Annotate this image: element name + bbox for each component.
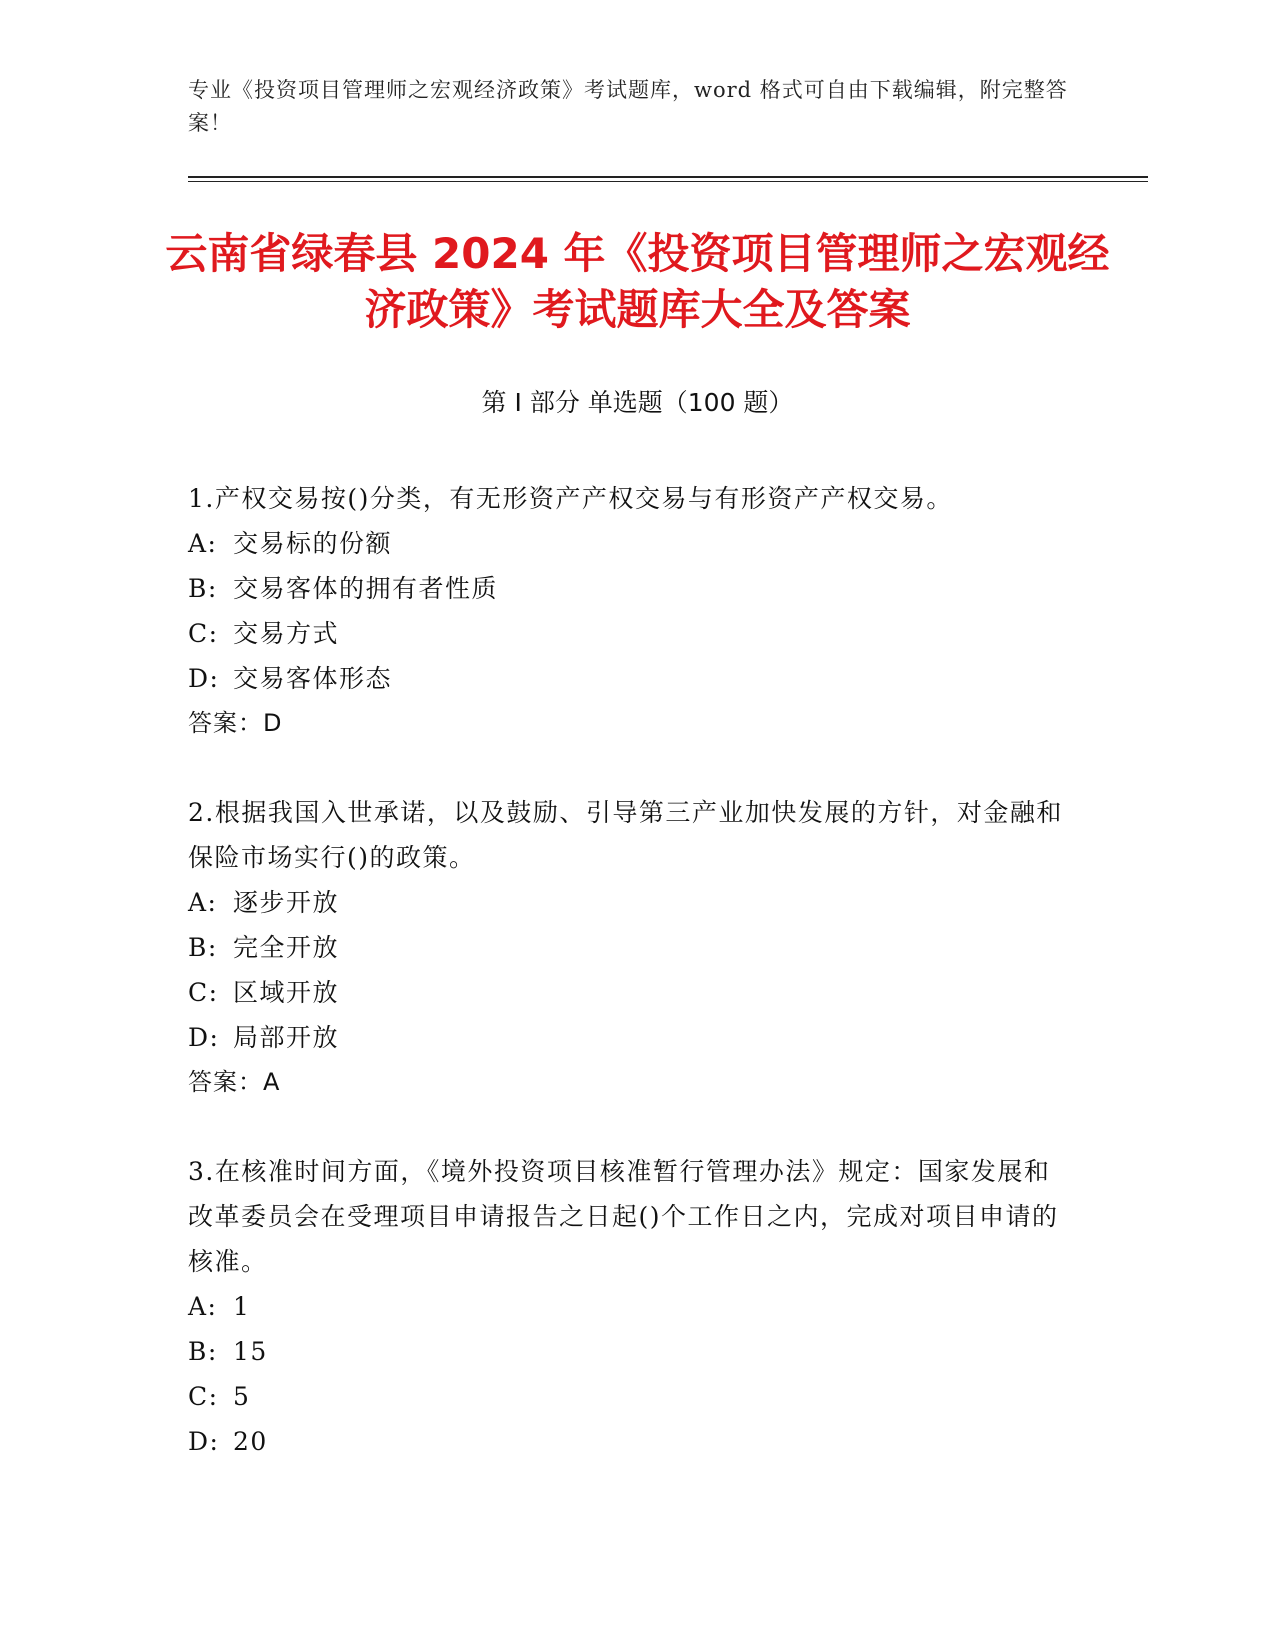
question-2 (188, 790, 1068, 1105)
option-label: B: (188, 933, 218, 962)
option-label: D: (188, 1427, 220, 1456)
option-a (188, 521, 1068, 566)
option-text: 1 (233, 1292, 251, 1321)
header-divider-thick (188, 176, 1148, 178)
question-list (188, 476, 1068, 1508)
option-text: 交易标的份额 (233, 529, 393, 558)
option-c (188, 1374, 1068, 1419)
question-answer: 答案：D (188, 709, 283, 737)
option-label: A: (188, 888, 218, 917)
option-label: A: (188, 1292, 218, 1321)
header-note: 专业《投资项目管理师之宏观经济政策》考试题库，word 格式可自由下载编辑，附完整答案！ (188, 78, 1068, 135)
option-text: 交易方式 (233, 619, 340, 648)
option-label: C: (188, 1382, 219, 1411)
option-b (188, 925, 1068, 970)
option-text: 逐步开放 (233, 888, 340, 917)
option-label: B: (188, 1337, 218, 1366)
option-a (188, 880, 1068, 925)
document-title: 云南省绿春县 2024 年《投资项目管理师之宏观经济政策》考试题库大全及答案 (165, 229, 1110, 334)
question-stem: 1.产权交易按()分类，有无形资产产权交易与有形资产产权交易。 (188, 484, 953, 513)
header-divider-thin (188, 181, 1148, 182)
question-stem: 2.根据我国入世承诺，以及鼓励、引导第三产业加快发展的方针，对金融和保险市场实行()的政策。 (188, 798, 1063, 872)
option-d (188, 1015, 1068, 1060)
option-text: 15 (233, 1337, 268, 1366)
option-text: 5 (233, 1382, 251, 1411)
section-heading: 第 I 部分 单选题（100 题） (481, 388, 794, 417)
option-text: 局部开放 (233, 1023, 340, 1052)
option-label: D: (188, 1023, 220, 1052)
option-text: 完全开放 (233, 933, 340, 962)
option-d (188, 1419, 1068, 1464)
option-label: C: (188, 978, 219, 1007)
option-label: A: (188, 529, 218, 558)
option-text: 20 (233, 1427, 268, 1456)
option-d (188, 656, 1068, 701)
option-text: 交易客体形态 (233, 664, 393, 693)
question-answer: 答案：A (188, 1068, 281, 1096)
option-text: 区域开放 (233, 978, 340, 1007)
option-c (188, 611, 1068, 656)
option-label: B: (188, 574, 218, 603)
option-a (188, 1284, 1068, 1329)
question-1 (188, 476, 1068, 746)
option-b (188, 1329, 1068, 1374)
question-3 (188, 1149, 1068, 1464)
option-b (188, 566, 1068, 611)
option-text: 交易客体的拥有者性质 (233, 574, 499, 603)
question-stem: 3.在核准时间方面，《境外投资项目核准暂行管理办法》规定：国家发展和改革委员会在受理项目申请报告之日起()个工作日之内，完成对项目申请的核准。 (188, 1157, 1059, 1276)
option-c (188, 970, 1068, 1015)
option-label: C: (188, 619, 219, 648)
option-label: D: (188, 664, 220, 693)
